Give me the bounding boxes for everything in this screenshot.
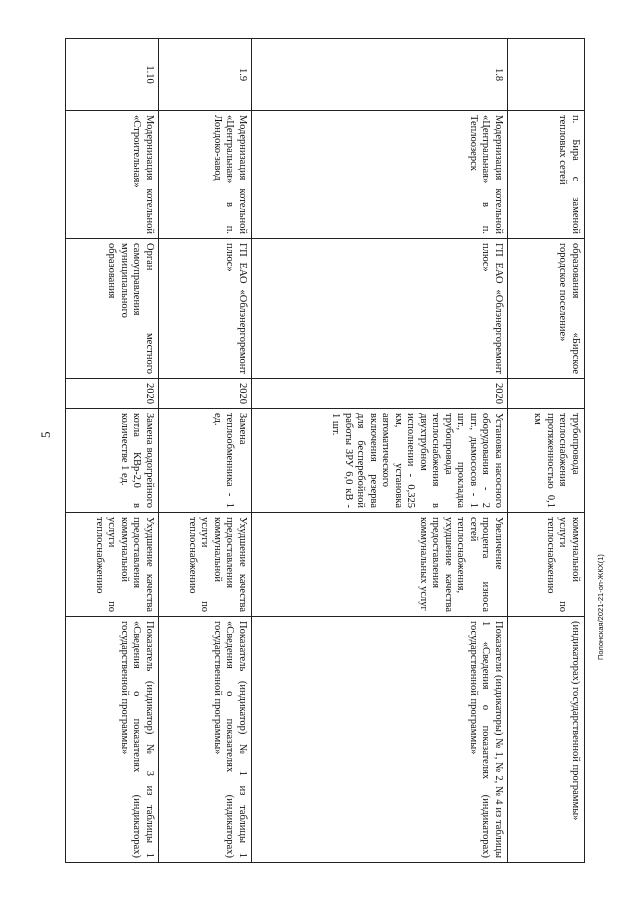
executor: Орган местного самоуправления муниципального образования (66, 239, 159, 379)
measures: Замена теплообменника - 1 ед. (158, 409, 251, 513)
row-number (507, 39, 584, 111)
object-name: Модернизация котельной «Центральная» в п. Теплоозерск (251, 111, 507, 239)
executor: образования «Бирское городское поселение» (507, 239, 584, 379)
measures: Установка насосного оборудования - 2 шт., дымососов - 1 шт., прокладка трубопровода теплоснабжения в двухтрубном исполнении - 0,325 км, установка автоматического включения резерва для бесперебойной работы ЗРУ 6,0 кВ - 1 шт. (251, 409, 507, 513)
row-number: 1.8 (251, 39, 507, 111)
executor: ГП ЕАО «Облэнергоремонт плюс» (251, 239, 507, 379)
object-name: п. Бира с заменой тепловых сетей (507, 111, 584, 239)
year (507, 379, 584, 409)
table-row (507, 39, 584, 863)
page-number: 5 (38, 431, 53, 438)
program-table (65, 38, 585, 863)
year: 2020 (158, 379, 251, 409)
executor: ГП ЕАО «Облэнергоремонт плюс» (158, 239, 251, 379)
effect: Увеличение процента износа сетей теплоснабжения, ухудшение качества предоставления коммунальных услуг (251, 513, 507, 617)
indicator: (индикаторах) государственной программы» (507, 617, 584, 863)
year: 2020 (251, 379, 507, 409)
document-footer: Полонская/2021-21-оп-ЖКХ(1) (596, 554, 605, 660)
indicator: Показатели (индикаторы) № 1, № 2, № 4 из таблицы 1 «Сведения о показателях (индикаторах) государственной программы» (251, 617, 507, 863)
indicator: Показатель (индикатор) № 3 из таблицы 1 «Сведения о показателях (индикаторах) государственной программы» (66, 617, 159, 863)
year: 2020 (66, 379, 159, 409)
effect: Ухудшение качества предоставления коммунальной услуги по теплоснабжению (66, 513, 159, 617)
indicator: Показатель (индикатор) № 1 из таблицы 1 «Сведения о показателях (индикаторах) государственной программы» (158, 617, 251, 863)
measures: трубопровода теплоснабжения протяженностью 0,1 км (507, 409, 584, 513)
table-row (251, 39, 507, 863)
row-number: 1.10 (66, 39, 159, 111)
effect: коммунальной услуги по теплоснабжению (507, 513, 584, 617)
row-number: 1.9 (158, 39, 251, 111)
table-row (158, 39, 251, 863)
object-name: Модернизация котельной «Центральная» в п. Лондоко-завод (158, 111, 251, 239)
table-row (66, 39, 159, 863)
program-table-container (65, 38, 585, 862)
measures: Замена водогрейного котла КВр-2,0 в количестве 1 ед. (66, 409, 159, 513)
effect: Ухудшение качества предоставления коммунальной услуги по теплоснабжению (158, 513, 251, 617)
object-name: Модернизация котельной «Строительная» (66, 111, 159, 239)
